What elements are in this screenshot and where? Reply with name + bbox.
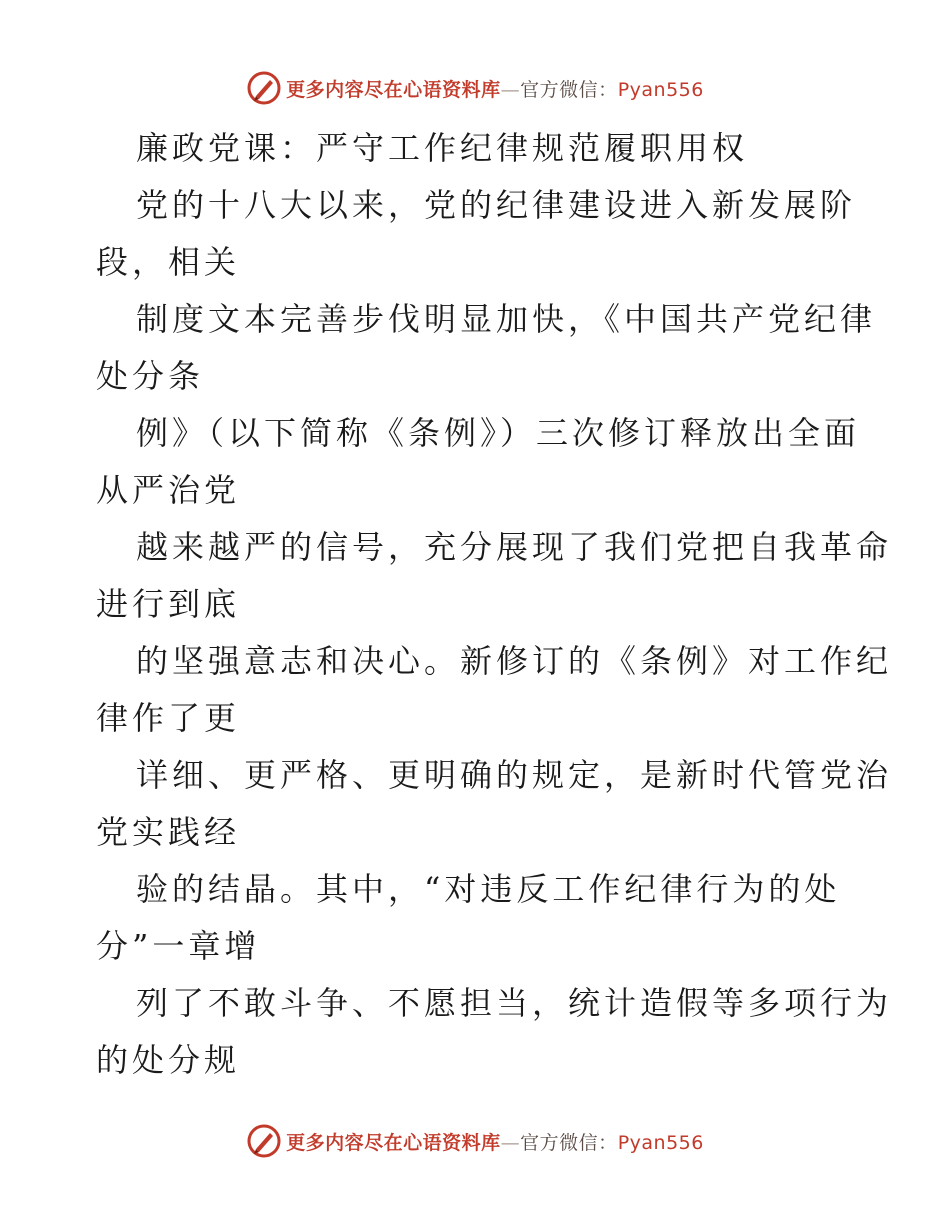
paragraph-line: 验的结晶。其中，“对违反工作纪律行为的处 (136, 870, 841, 908)
paragraph-line: 详细、更严格、更明确的规定，是新时代管党治 (136, 756, 893, 794)
paragraph-line: 律作了更 (96, 699, 241, 737)
paragraph-line: 党实践经 (96, 813, 241, 851)
paragraph-line: 处分条 (96, 357, 205, 395)
pen-logo-icon (246, 70, 282, 106)
paragraph-line: 列了不敢斗争、不愿担当，统计造假等多项行为 (136, 984, 893, 1022)
watermark-id: Pyan556 (617, 1131, 704, 1154)
watermark-label: 官方微信： (520, 78, 618, 101)
watermark-separator: — (500, 1131, 521, 1154)
header-watermark (0, 68, 950, 108)
paragraph-line: 的坚强意志和决心。新修订的《条例》对工作纪 (136, 642, 893, 680)
paragraph-line: 越来越严的信号，充分展现了我们党把自我革命 (136, 528, 893, 566)
paragraph-line: 进行到底 (96, 585, 241, 623)
watermark-label: 官方微信： (520, 1131, 618, 1154)
document-body (96, 120, 893, 1089)
document-title: 廉政党课：严守工作纪律规范履职用权 (136, 129, 749, 167)
watermark-id: Pyan556 (617, 78, 704, 101)
watermark-main: 更多内容尽在心语资料库 (286, 78, 501, 101)
watermark-separator: — (500, 78, 521, 101)
paragraph-line: 制度文本完善步伐明显加快，《中国共产党纪律 (136, 300, 877, 338)
paragraph-line: 从严治党 (96, 471, 241, 509)
watermark-text (286, 1128, 704, 1155)
watermark-text (286, 75, 704, 102)
paragraph-line: 分”一章增 (96, 927, 261, 965)
paragraph-line: 的处分规 (96, 1041, 241, 1079)
paragraph-line: 例》（以下简称《条例》）三次修订释放出全面 (136, 414, 861, 452)
watermark-main: 更多内容尽在心语资料库 (286, 1131, 501, 1154)
footer-watermark (0, 1121, 950, 1161)
paragraph-line: 党的十八大以来，党的纪律建设进入新发展阶 (136, 186, 857, 224)
pen-logo-icon (246, 1123, 282, 1159)
paragraph-line: 段，相关 (96, 243, 241, 281)
